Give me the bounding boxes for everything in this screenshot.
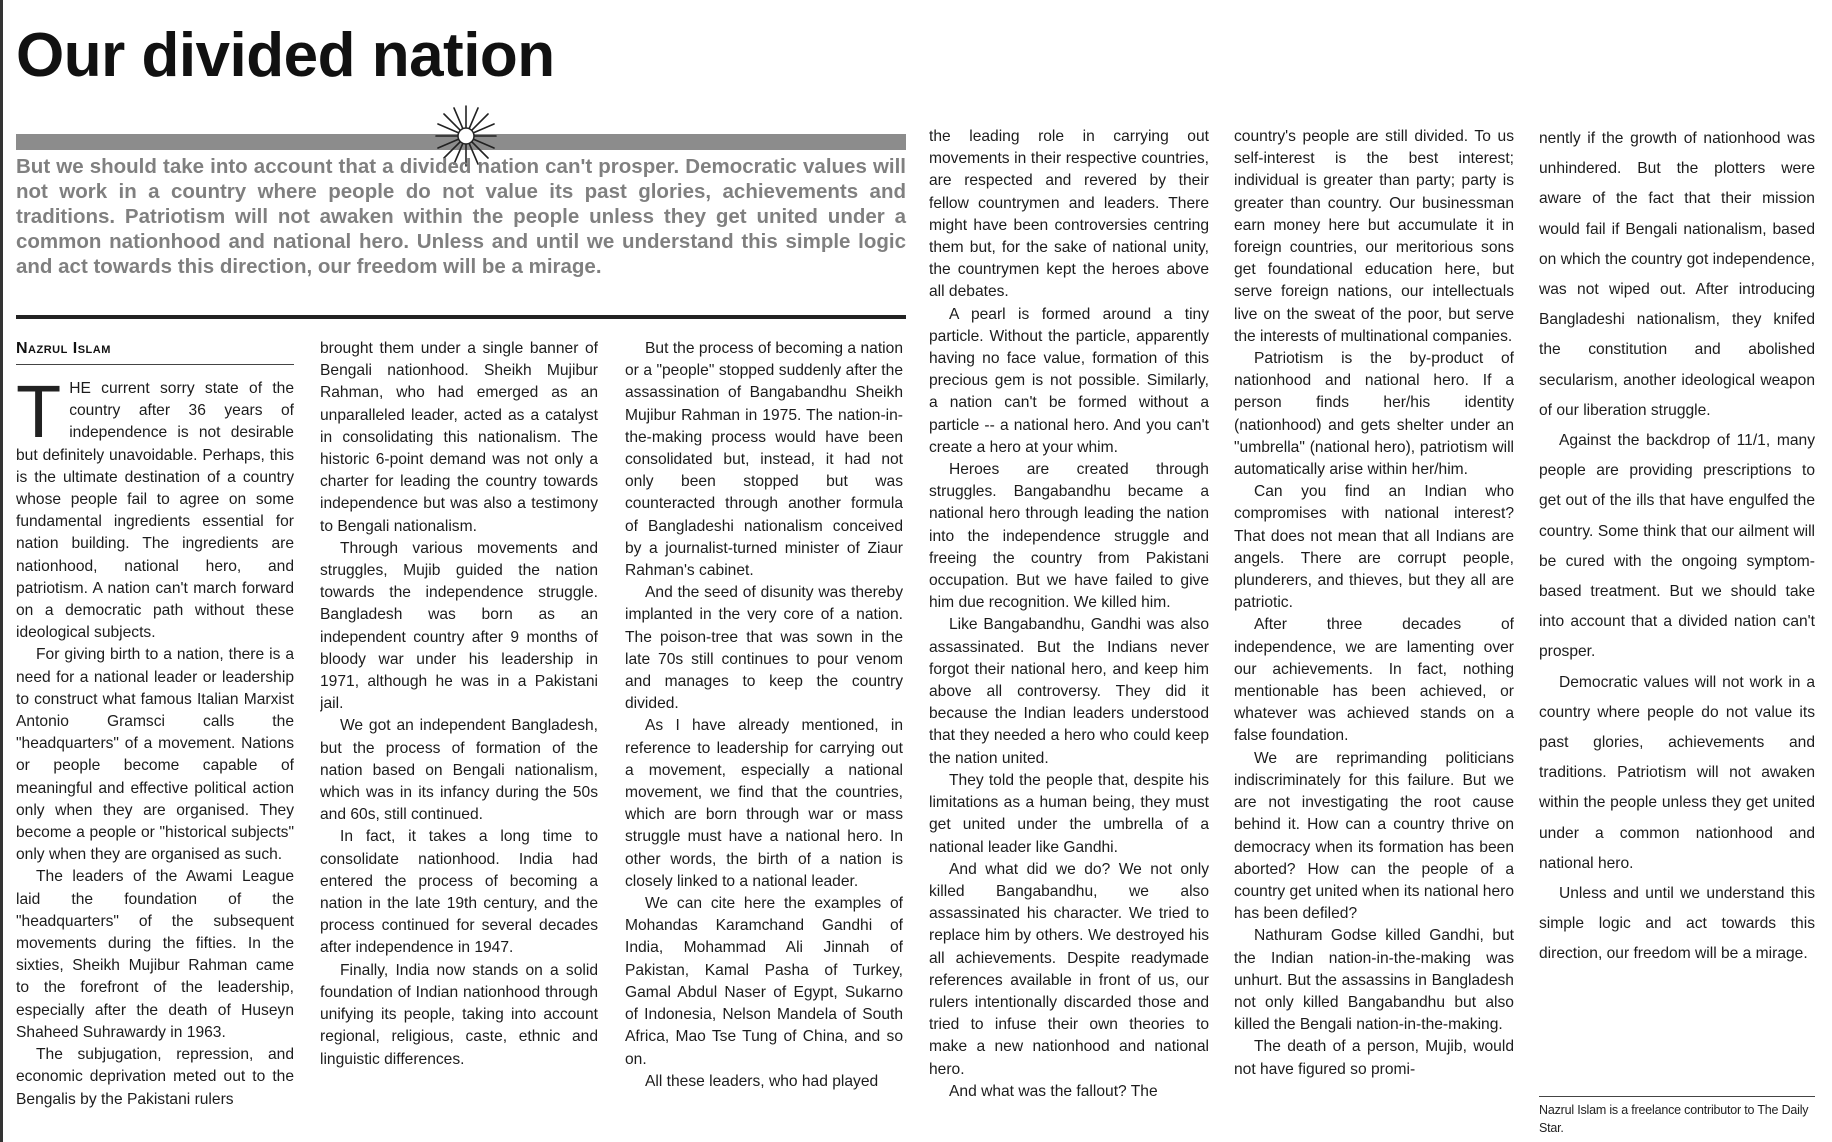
paragraph: THE current sorry state of the country after 36 years of independence is not desirable but definitely unavoidable. Perhaps, this is the ultimate destination of a country whose people fail to agree on some fundamental ingredients essential for nation building. The ingredients are nationhood, national hero, and patriotism. A nation can't march forward on a democratic path without these ideological subjects. [16,378,294,642]
article-column-1 [16,378,294,1142]
paragraph: Democratic values will not work in a country where people do not value its past glories, achievements and traditions. Patriotism will not awaken within the people unless they get united under a common nationhood and national hero. [1539,673,1815,872]
paragraph: After three decades of independence, we are lamenting over our achievements. In fact, nothing mentionable has been achieved, or whatever was achieved stands on a false foundation. [1234,616,1514,745]
author-footnote: Nazrul Islam is a freelance contributor to The Daily Star. [1539,1103,1809,1135]
headline: Our divided nation [16,21,555,90]
paragraph: For giving birth to a nation, there is a need for a national leader or leadership to construct what famous Italian Marxist Antonio Gramsci calls the "headquarters" of a movement. Nations or people become capable of meaningful and effective political action only when they are organised. They become a people or "historical subjects" only when they are organised as such. [16,646,294,864]
paragraph: The subjugation, repression, and economic deprivation meted out to the Bengalis by the Pakistani rulers [16,1046,294,1108]
paragraph: We are reprimanding politicians indiscriminately for this failure. But we are not investigating the root cause behind it. How can a country thrive on democracy when its formation has been aborted? How can the people of a country get united when its national hero has been defiled? [1234,749,1514,923]
article-column-2 [320,338,598,1142]
article-column-4 [929,126,1209,1142]
drop-cap: T [16,378,62,453]
paragraph: brought them under a single banner of Bengali nationhood. Sheikh Mujibur Rahman, who had emerged as an unparalleled leader, acted as a catalyst in consolidating this nationalism. The historic 6-point demand was not only a charter for leading the country towards independence but was also a testimony to Bengali nationalism. [320,340,598,535]
paragraph: Unless and until we understand this simple logic and act towards this direction, our freedom will be a mirage. [1539,885,1815,963]
byline: Nazrul Islam [16,340,111,357]
paragraph: They told the people that, despite his limitations as a human being, they must get united under the umbrella of a national leader like Gandhi. [929,771,1209,856]
paragraph: country's people are still divided. To us self-interest is the best interest; individual is greater than party; party is greater than country. Our businessman earn money here but accumulate it in foreign countries, our meritorious sons get foundational education here, but serve foreign nations, our intellectuals live on the sweat of the poor, but serve the interests of multinational companies. [1234,128,1514,345]
paragraph: But the process of becoming a nation or a "people" stopped suddenly after the assassination of Bangabandhu Sheikh Mujibur Rahman in 1975. The nation-in-the-making process would have been consolidated but, instead, it had not only been stopped but was counteracted through another formula of Bangladeshi nationalism conceived by a journalist-turned minister of Ziaur Rahman's cabinet. [625,340,903,580]
paragraph: Against the backdrop of 11/1, many people are providing prescriptions to get out of the ills that have engulfed the country. Some think that our ailment will be cured with the ongoing symptom-based treatment. But we should take into account that a divided nation can't prosper. [1539,432,1815,661]
paragraph: A pearl is formed around a tiny particle. Without the particle, apparently having no face value, formation of this precious gem is not possible. Similarly, a nation can't be formed without a particle -- a national hero. And you can't create a hero at your whim. [929,305,1209,456]
article-column-3 [625,338,903,1142]
paragraph: nently if the growth of nationhood was unhindered. But the plotters were aware of the fact that their mission would fail if Bengali nationalism, based on which the country got independence, was not wiped out. After introducing Bangladeshi nationalism, they knifed the constitution and abolished secularism, another ideological weapon of our liberation struggle. [1539,130,1815,419]
paragraph: Can you find an Indian who compromises with national interest? That does not mean that all Indians are angels. There are corrupt people, plunderers, and thieves, but they all are patriotic. [1234,483,1514,612]
paragraph: And what did we do? We not only killed Bangabandhu, we also assassinated his character. We tried to replace him by others. We destroyed his all achievements. Despite readymade references available in front of us, our rulers intentionally discarded those and tried to infuse their own theories to make a new nationhood and national hero. [929,860,1209,1078]
article-column-5 [1234,126,1514,1142]
paragraph: Heroes are created through struggles. Bangabandhu became a national hero through leading the nation into the independence struggle and freeing the country from Pakistani occupation. But we have failed to give him due recognition. We killed him. [929,461,1209,612]
paragraph: As I have already mentioned, in reference to leadership for carrying out a movement, especially a national movement, we find that the countries, which are born through war or mass struggle must have a national hero. In other words, the birth of a nation is closely linked to a national leader. [625,717,903,890]
byline-rule [16,364,294,365]
paragraph: And what was the fallout? The [949,1082,1158,1100]
paragraph: We can cite here the examples of Mohandas Karamchand Gandhi of India, Mohammad Ali Jinnah of Pakistan, Kamal Pasha of Turkey, Gamal Abdul Naser of Egypt, Sukarno of Indonesia, Nelson Mandela of South Africa, Mao Tse Tung of China, and so on. [625,895,903,1068]
page-left-border [0,0,3,1142]
paragraph: The death of a person, Mujib, would not have figured so promi- [1234,1038,1514,1078]
paragraph: The leaders of the Awami League laid the foundation of the "headquarters" of the subsequent movements during the fifties. In the sixties, Sheikh Mujibur Rahman came to the forefront of the leadership, especially after the death of Huseyn Shaheed Suhrawardy in 1963. [16,868,294,1041]
paragraph: In fact, it takes a long time to consolidate nationhood. India had entered the process of becoming a nation in the late 19th century, and the process continued for several decades after independence in 1947. [320,828,598,957]
footnote-rule [1539,1096,1815,1097]
deck-summary: But we should take into account that a divided nation can't prosper. Democratic values will not work in a country where people do not value its past glories, achievements and traditions. Patriotism will not awaken within the people unless they get united under a common nationhood and national hero. Unless and until we understand this simple logic and act towards this direction, our freedom will be a mirage. [16,155,906,278]
deck-bottom-rule [16,315,906,319]
paragraph: Like Bangabandhu, Gandhi was also assassinated. But the Indians never forgot their national hero, and keep him above all controversy. They did it because the Indian leaders understood that they needed a hero who could keep the nation united. [929,616,1209,767]
paragraph: We got an independent Bangladesh, but the process of formation of the nation based on Bengali nationalism, which was in its infancy during the 50s and 60s, still continued. [320,717,598,824]
paragraph: Nathuram Godse killed Gandhi, but the Indian nation-in-the-making was unhurt. But the assassins in Bangladesh not only killed Bangabandhu but also killed the Bengali nation-in-the-making. [1234,927,1514,1034]
paragraph: Finally, India now stands on a solid foundation of Indian nationhood through unifying its people, taking into account regional, religious, caste, ethnic and linguistic differences. [320,961,598,1068]
paragraph: All these leaders, who had played [645,1072,879,1090]
paragraph: And the seed of disunity was thereby implanted in the very core of a nation. The poison-tree that was sown in the late 70s still continues to pour venom and manages to keep the country divided. [625,584,903,713]
article-column-6 [1539,124,1815,1084]
paragraph: Patriotism is the by-product of nationhood and national hero. If a person finds her/his identity (nationhood) and gets shelter under an "umbrella" (national hero), patriotism will automatically arise within her/him. [1234,350,1514,479]
paragraph: Through various movements and struggles, Mujib guided the nation towards the independence struggle. Bangladesh was born as an independent country after 9 months of bloody war under his leadership in 1971, although he was in a Pakistani jail. [320,539,598,713]
paragraph: the leading role in carrying out movements in their respective countries, are respected and revered by their fellow countrymen and leaders. There might have been controversies centring them but, for the sake of national unity, the countrymen kept the heroes above all debates. [929,128,1209,301]
